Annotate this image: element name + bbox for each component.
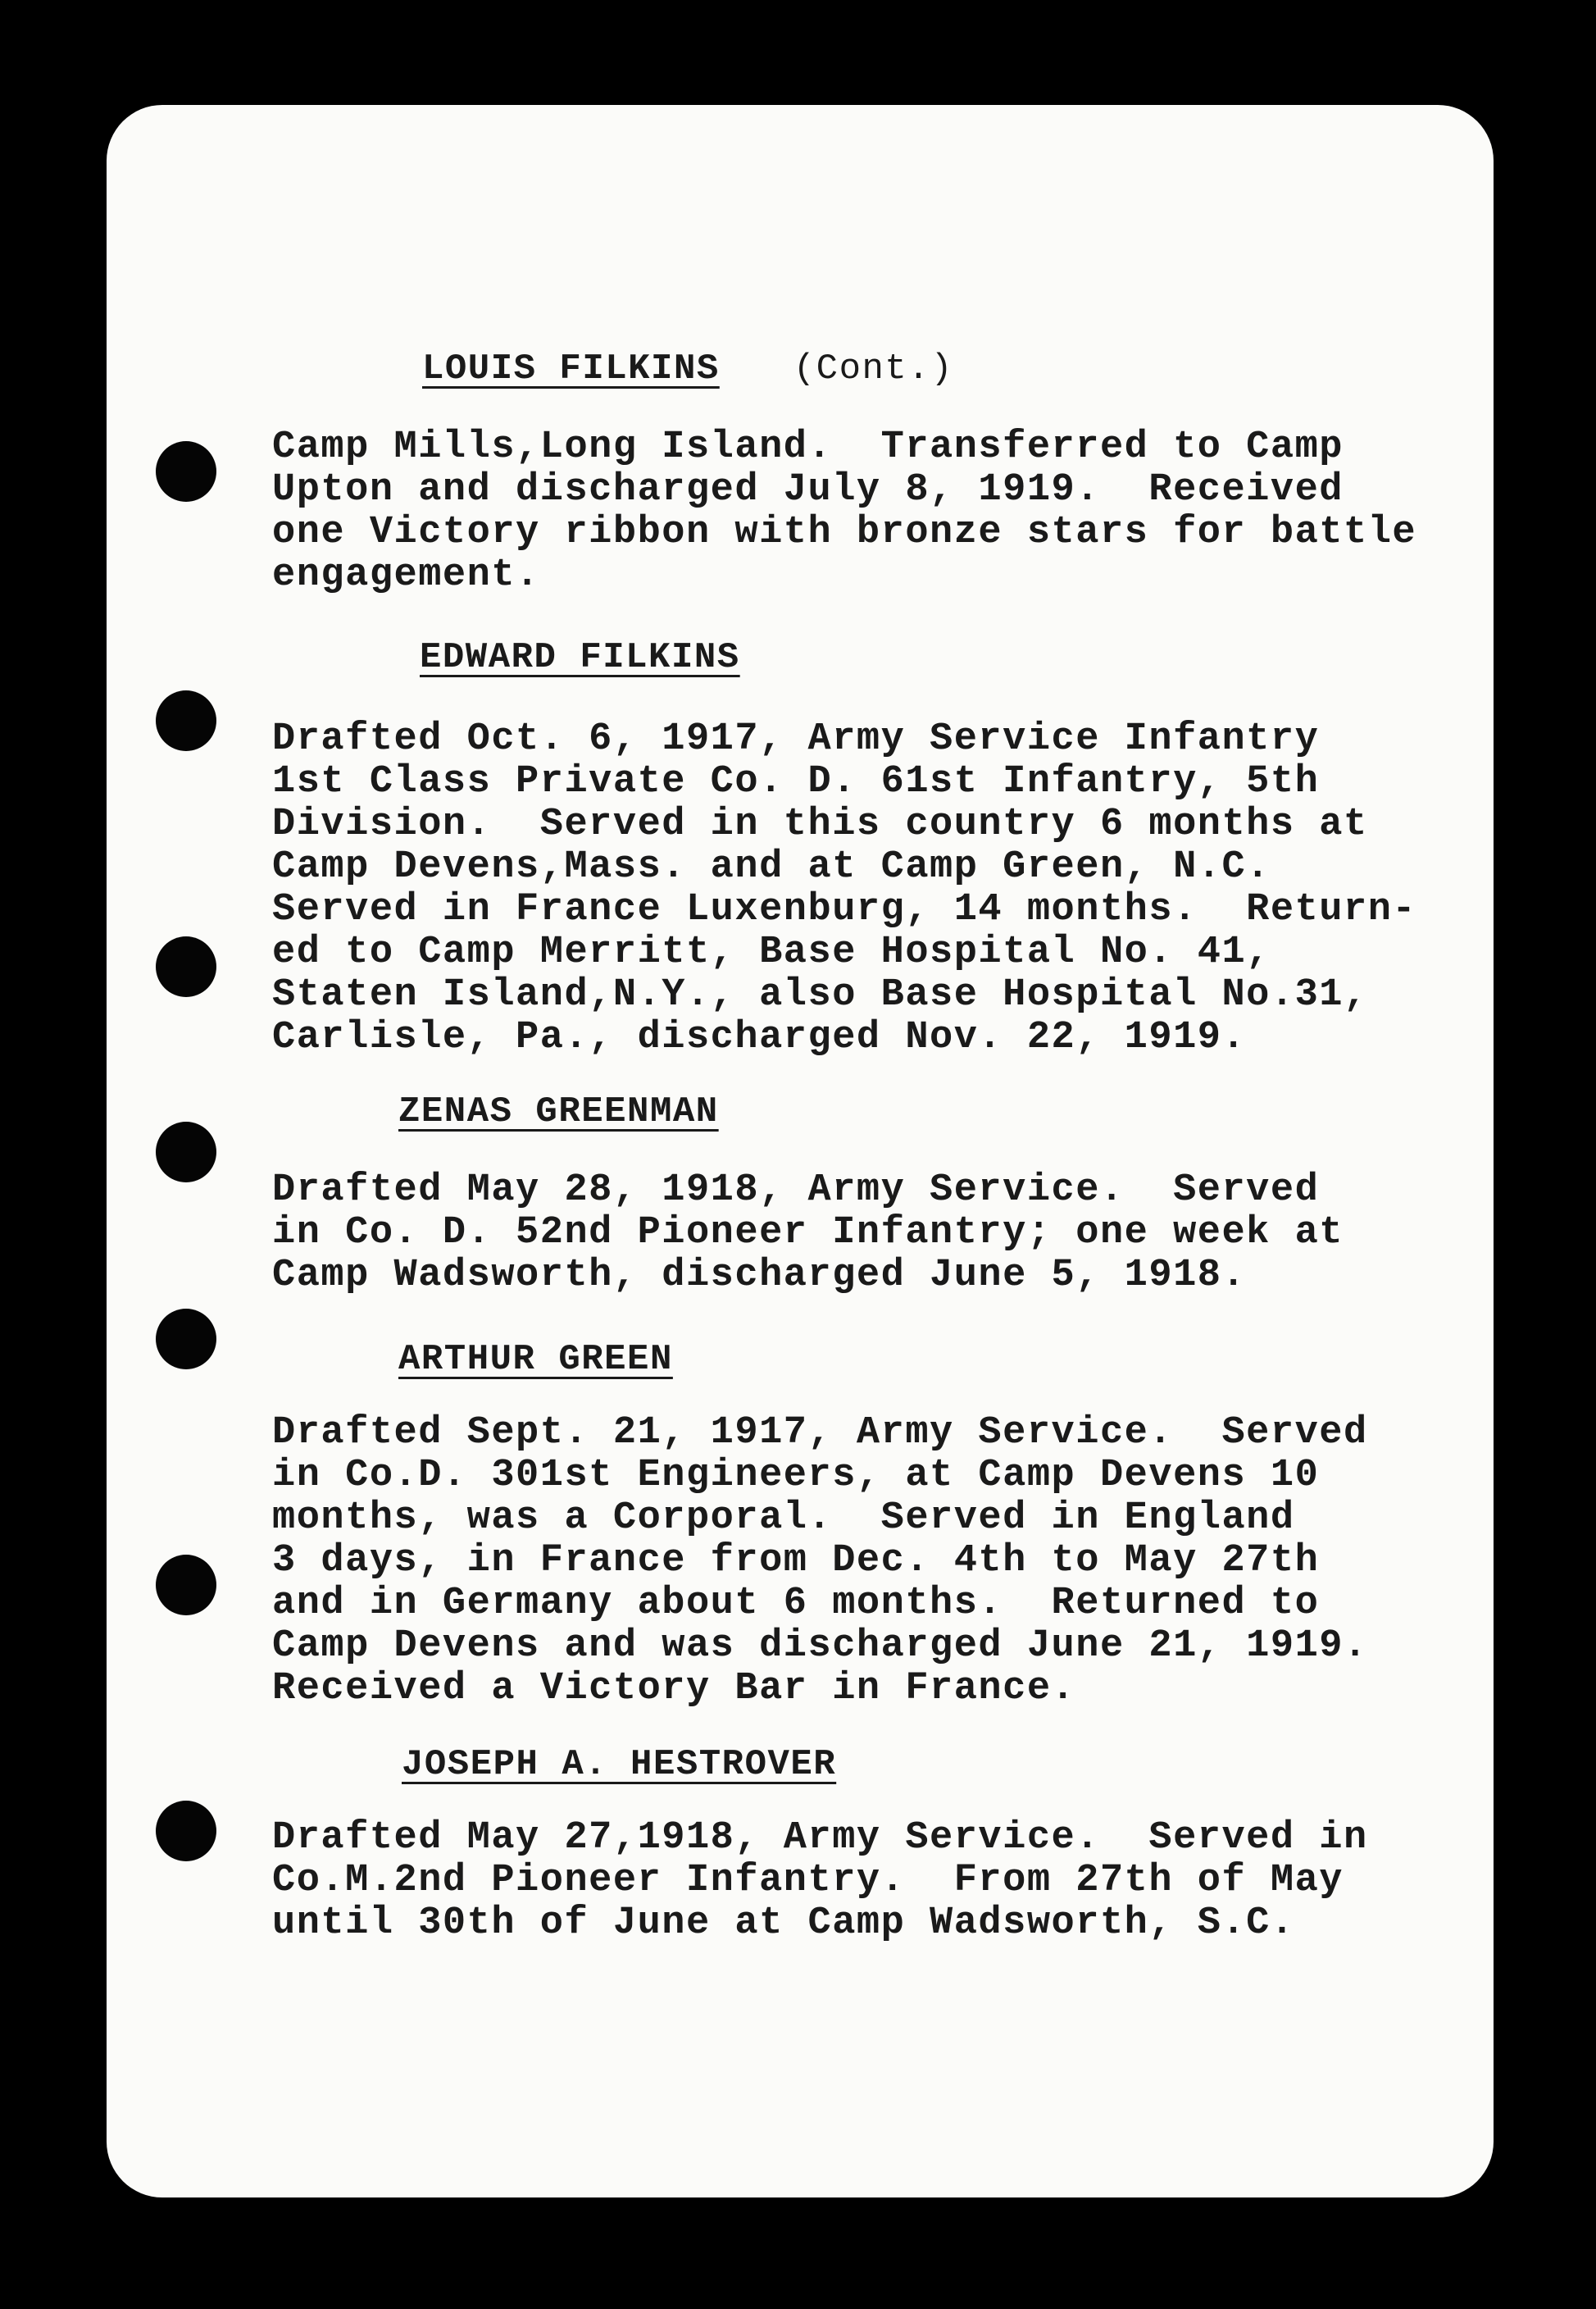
text-line: Drafted May 27,1918, Army Service. Served in — [272, 1816, 1368, 1860]
text-line: months, was a Corporal. Served in England — [272, 1496, 1295, 1540]
entry-name: EDWARD FILKINS — [420, 637, 740, 678]
text-line: ed to Camp Merritt, Base Hospital No. 41, — [272, 931, 1271, 974]
text-line: and in Germany about 6 months. Returned to — [272, 1582, 1320, 1625]
entry-heading — [420, 637, 740, 678]
text-line: Upton and discharged July 8, 1919. Received — [272, 468, 1344, 512]
entry-heading — [398, 1341, 673, 1378]
entry-text — [272, 718, 1416, 1059]
text-line: 1st Class Private Co. D. 61st Infantry, 5th — [272, 760, 1320, 804]
entry-name: JOSEPH A. HESTROVER — [402, 1744, 837, 1785]
entry-heading — [422, 348, 954, 389]
entry-name: ZENAS GREENMAN — [398, 1091, 719, 1132]
entry-name: LOUIS FILKINS — [422, 348, 720, 389]
text-line: Received a Victory Bar in France. — [272, 1667, 1076, 1710]
card-text — [107, 105, 1494, 2197]
entry-text — [272, 426, 1416, 597]
text-line: Carlisle, Pa., discharged Nov. 22, 1919. — [272, 1016, 1247, 1059]
text-line: in Co. D. 52nd Pioneer Infantry; one week at — [272, 1211, 1344, 1255]
text-line: engagement. — [272, 553, 540, 597]
entry-text — [272, 1817, 1368, 1945]
text-line: one Victory ribbon with bronze stars for battle — [272, 511, 1417, 554]
entry-heading — [398, 1091, 719, 1132]
text-line: until 30th of June at Camp Wadsworth, S.C. — [272, 1901, 1295, 1945]
text-line: Served in France Luxenburg, 14 months. Return- — [272, 888, 1417, 931]
text-line: Division. Served in this country 6 months at — [272, 803, 1368, 846]
text-line: Drafted Oct. 6, 1917, Army Service Infantry — [272, 717, 1320, 761]
entry-text — [272, 1169, 1344, 1297]
text-line: Staten Island,N.Y., also Base Hospital No.31, — [272, 973, 1368, 1017]
text-line: Drafted Sept. 21, 1917, Army Service. Served — [272, 1411, 1368, 1455]
entry-heading — [402, 1744, 837, 1785]
index-card — [107, 105, 1494, 2197]
text-line: Camp Devens and was discharged June 21, 1919. — [272, 1624, 1368, 1668]
text-line: Camp Wadsworth, discharged June 5, 1918. — [272, 1254, 1247, 1297]
text-line: in Co.D. 301st Engineers, at Camp Devens 10 — [272, 1454, 1320, 1497]
text-line: Camp Devens,Mass. and at Camp Green, N.C. — [272, 845, 1271, 889]
text-line: Drafted May 28, 1918, Army Service. Served — [272, 1168, 1320, 1212]
text-line: Co.M.2nd Pioneer Infantry. From 27th of May — [272, 1859, 1344, 1902]
entry-name: ARTHUR GREEN — [398, 1339, 673, 1380]
text-line: 3 days, in France from Dec. 4th to May 27th — [272, 1539, 1320, 1583]
text-line: Camp Mills,Long Island. Transferred to Camp — [272, 426, 1344, 469]
entry-text — [272, 1412, 1368, 1710]
entry-continued-label: (Cont.) — [793, 348, 954, 389]
